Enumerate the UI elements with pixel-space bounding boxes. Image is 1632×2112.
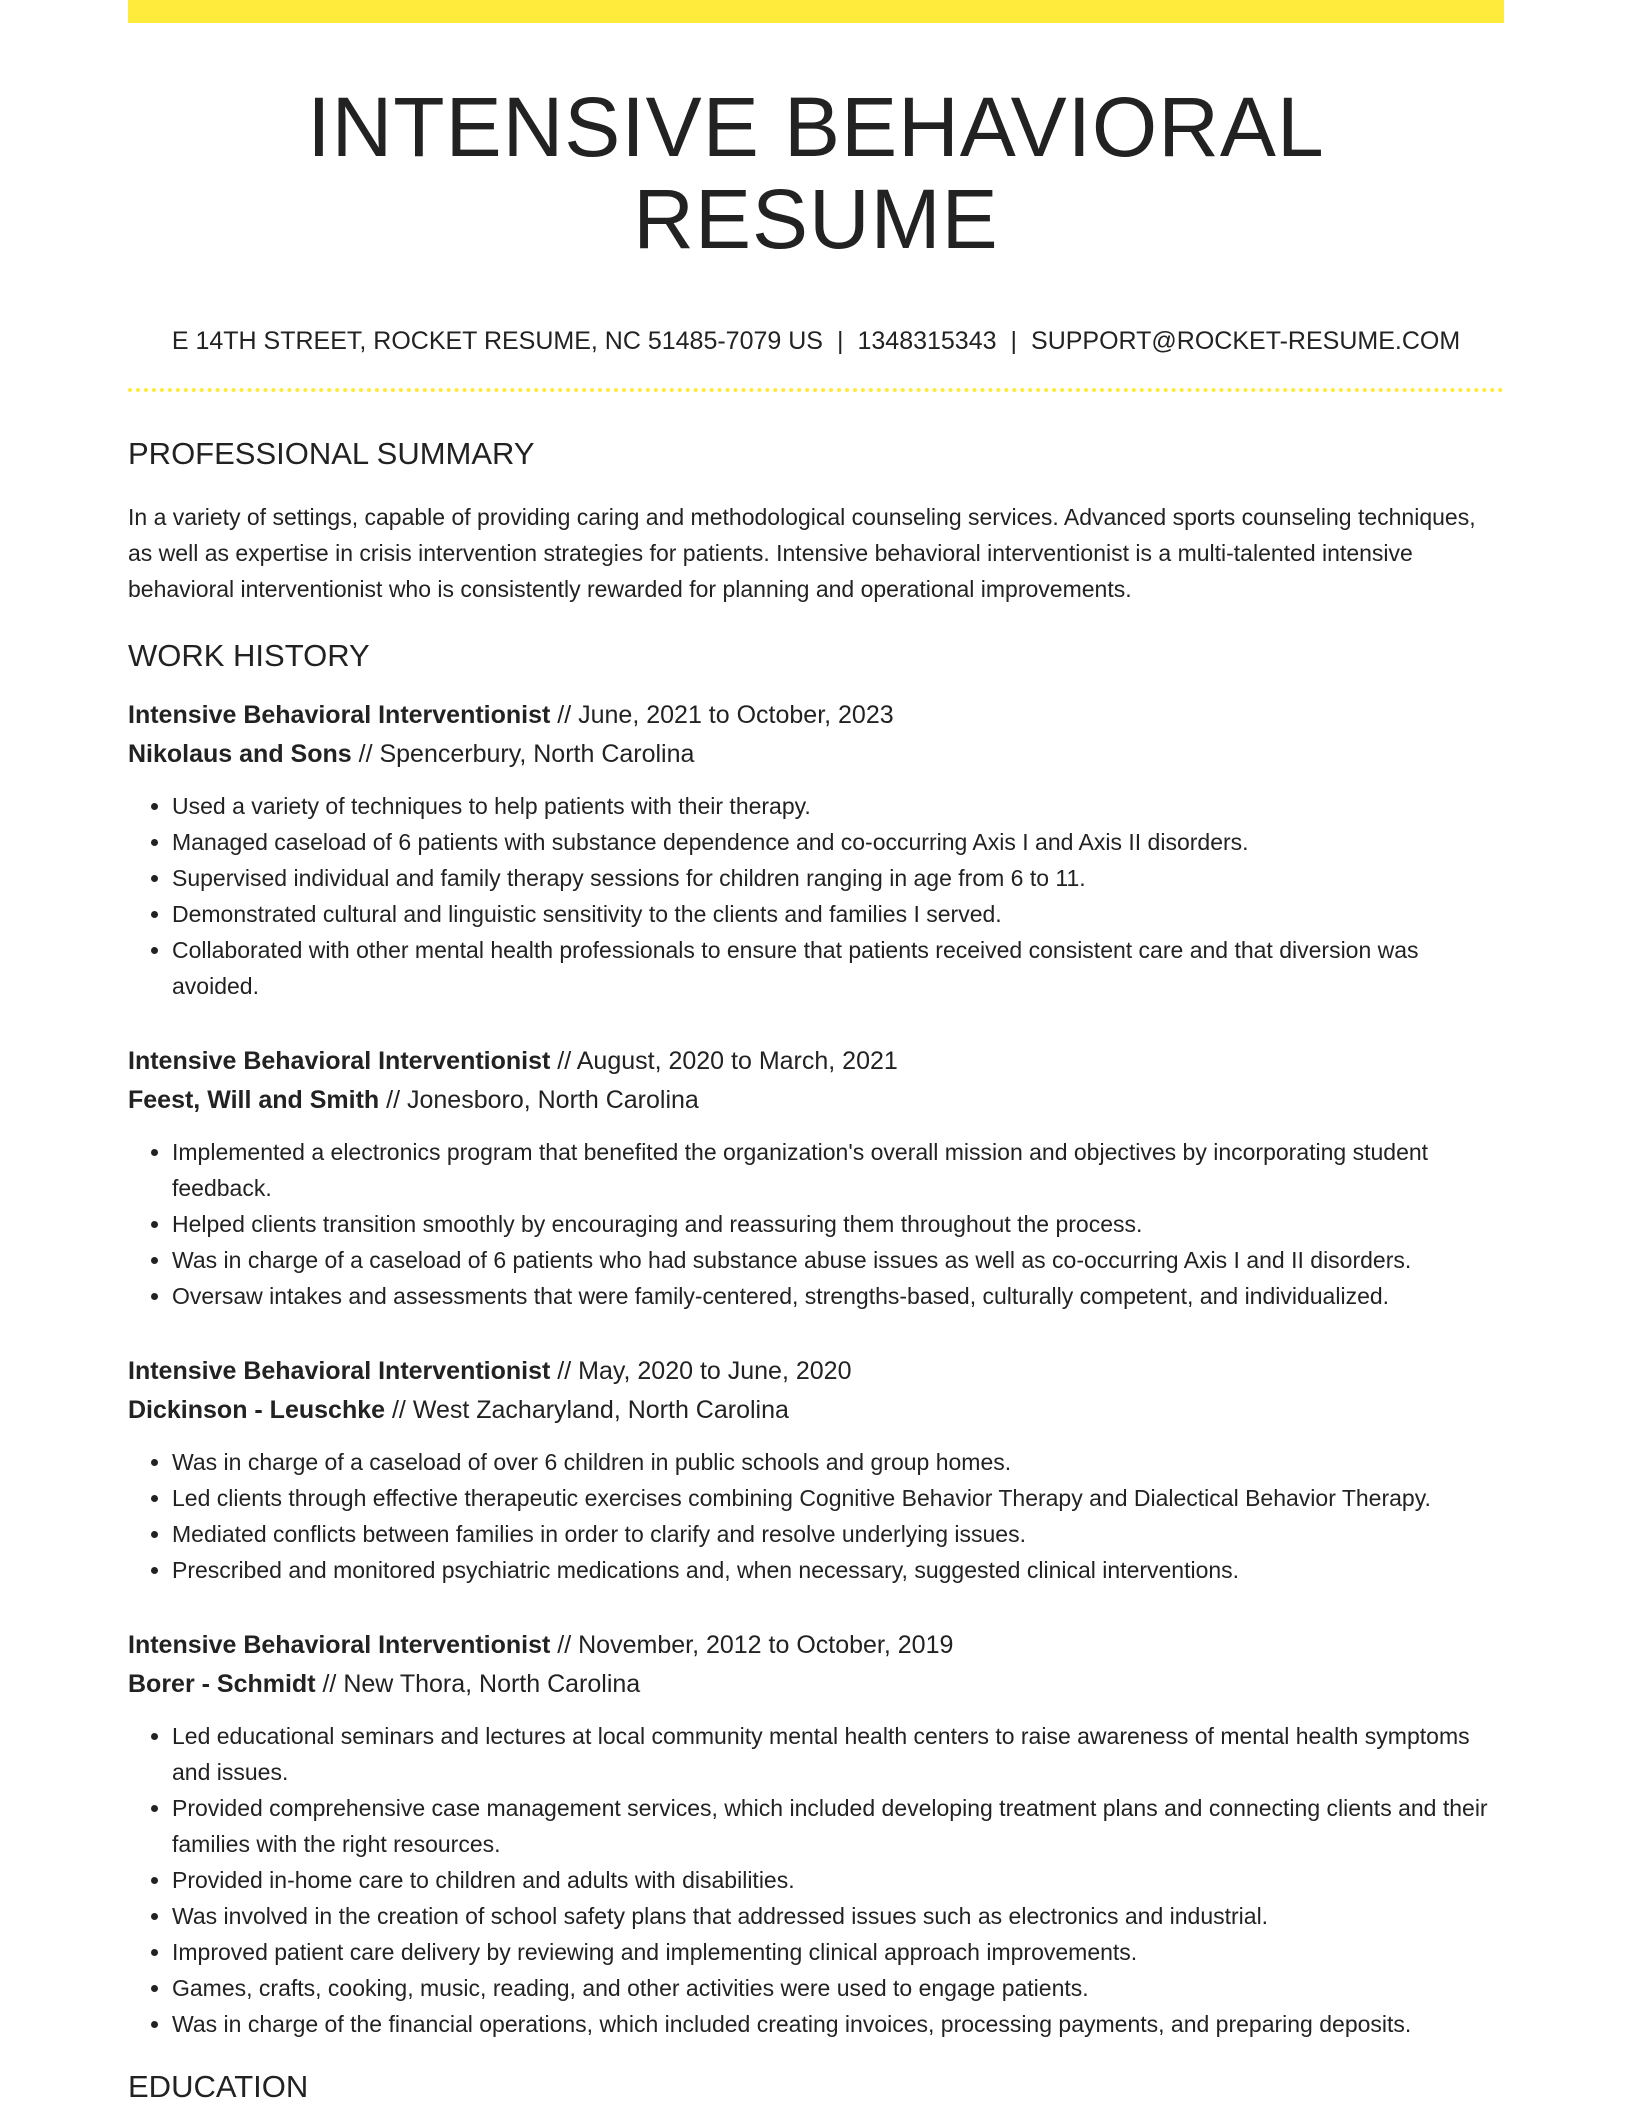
job-bullet: • Was in charge of a caseload of over 6 children in public schools and group homes. (172, 1444, 1504, 1480)
contact-line (128, 326, 1504, 356)
job-company: Nikolaus and Sons (128, 740, 352, 769)
resume-title: INTENSIVE BEHAVIORAL RESUME (307, 80, 1325, 267)
job-title-line (128, 696, 1504, 735)
job-bullet: • Was in charge of the financial operations, which included creating invoices, processing payments, and preparing deposits. (172, 2006, 1504, 2042)
contact-separator: | (1010, 326, 1018, 355)
job-bullet: • Used a variety of techniques to help patients with their therapy. (172, 788, 1504, 824)
job-bullet: • Supervised individual and family therapy sessions for children ranging in age from 6 to 11. (172, 860, 1504, 896)
work-history-heading: WORK HISTORY (128, 637, 370, 673)
job-entry (128, 1352, 1504, 1588)
contact-email: SUPPORT@ROCKET-RESUME.COM (1031, 326, 1461, 355)
job-bullet: • Managed caseload of 6 patients with substance dependence and co-occurring Axis I and Axis II disorders. (172, 824, 1504, 860)
job-role: Intensive Behavioral Interventionist (128, 1357, 551, 1386)
job-title-line (128, 1352, 1504, 1391)
job-title-line (128, 1626, 1504, 1665)
job-dates: // May, 2020 to June, 2020 (550, 1357, 852, 1386)
job-bullet: • Was involved in the creation of school safety plans that addressed issues such as electronics and industrial. (172, 1898, 1504, 1934)
job-company-line (128, 1665, 1504, 1704)
job-bullet: • Games, crafts, cooking, music, reading, and other activities were used to engage patients. (172, 1970, 1504, 2006)
job-location: // Spencerbury, North Carolina (351, 740, 695, 769)
dotted-divider (128, 388, 1504, 392)
job-bullets (128, 1134, 1504, 1314)
job-bullet: • Demonstrated cultural and linguistic sensitivity to the clients and families I served. (172, 896, 1504, 932)
job-bullet: • Mediated conflicts between families in order to clarify and resolve underlying issues. (172, 1516, 1504, 1552)
job-company: Borer - Schmidt (128, 1670, 316, 1699)
job-company-line (128, 1391, 1504, 1430)
contact-phone: 1348315343 (857, 326, 997, 355)
education-heading: EDUCATION (128, 2069, 309, 2105)
job-bullets (128, 788, 1504, 1004)
job-entry (128, 1626, 1504, 2042)
job-dates: // June, 2021 to October, 2023 (550, 701, 894, 730)
job-bullet: • Collaborated with other mental health professionals to ensure that patients received consistent care and that diversion was avoided. (172, 932, 1504, 1004)
job-bullet: • Implemented a electronics program that benefited the organization's overall mission and objectives by incorporating student feedback. (172, 1134, 1504, 1206)
job-company: Dickinson - Leuschke (128, 1396, 386, 1425)
job-bullet: • Led educational seminars and lectures at local community mental health centers to raise awareness of mental health symptoms and issues. (172, 1718, 1504, 1790)
job-dates: // August, 2020 to March, 2021 (550, 1047, 898, 1076)
resume-page (128, 0, 1504, 2105)
job-location: // Jonesboro, North Carolina (379, 1086, 699, 1115)
job-bullet: • Was in charge of a caseload of 6 patients who had substance abuse issues as well as co-occurring Axis I and II disorders. (172, 1242, 1504, 1278)
job-entry (128, 1042, 1504, 1314)
summary-text: In a variety of settings, capable of providing caring and methodological counseling services. Advanced sports counseling techniques, as well as expertise in crisis intervention strategies for patients. Intensive behavioral interventionist is a multi-talented intensive behavioral interventionist who is consistently rewarded for planning and operational improvements. (128, 503, 1476, 602)
job-role: Intensive Behavioral Interventionist (128, 1047, 551, 1076)
job-bullets (128, 1444, 1504, 1588)
job-bullet: • Improved patient care delivery by reviewing and implementing clinical approach improvements. (172, 1934, 1504, 1970)
job-bullet: • Provided in-home care to children and adults with disabilities. (172, 1862, 1504, 1898)
contact-separator: | (836, 326, 844, 355)
job-role: Intensive Behavioral Interventionist (128, 1631, 551, 1660)
job-location: // New Thora, North Carolina (315, 1670, 641, 1699)
job-bullets (128, 1718, 1504, 2042)
summary-heading: PROFESSIONAL SUMMARY (128, 435, 535, 471)
job-dates: // November, 2012 to October, 2019 (550, 1631, 954, 1660)
job-company-line (128, 735, 1504, 774)
job-role: Intensive Behavioral Interventionist (128, 701, 551, 730)
job-company-line (128, 1081, 1504, 1120)
accent-bar (128, 0, 1504, 23)
job-company: Feest, Will and Smith (128, 1086, 380, 1115)
job-entry (128, 696, 1504, 1004)
job-bullet: • Provided comprehensive case management services, which included developing treatment plans and connecting clients and their families with the right resources. (172, 1790, 1504, 1862)
job-bullet: • Helped clients transition smoothly by encouraging and reassuring them throughout the process. (172, 1206, 1504, 1242)
work-history-list (128, 696, 1504, 2042)
job-title-line (128, 1042, 1504, 1081)
job-bullet: • Oversaw intakes and assessments that were family-centered, strengths-based, culturally competent, and individualized. (172, 1278, 1504, 1314)
job-bullet: • Led clients through effective therapeutic exercises combining Cognitive Behavior Therapy and Dialectical Behavior Therapy. (172, 1480, 1504, 1516)
contact-address: E 14TH STREET, ROCKET RESUME, NC 51485-7079 US (171, 326, 823, 355)
job-location: // West Zacharyland, North Carolina (385, 1396, 789, 1425)
job-bullet: • Prescribed and monitored psychiatric medications and, when necessary, suggested clinical interventions. (172, 1552, 1504, 1588)
